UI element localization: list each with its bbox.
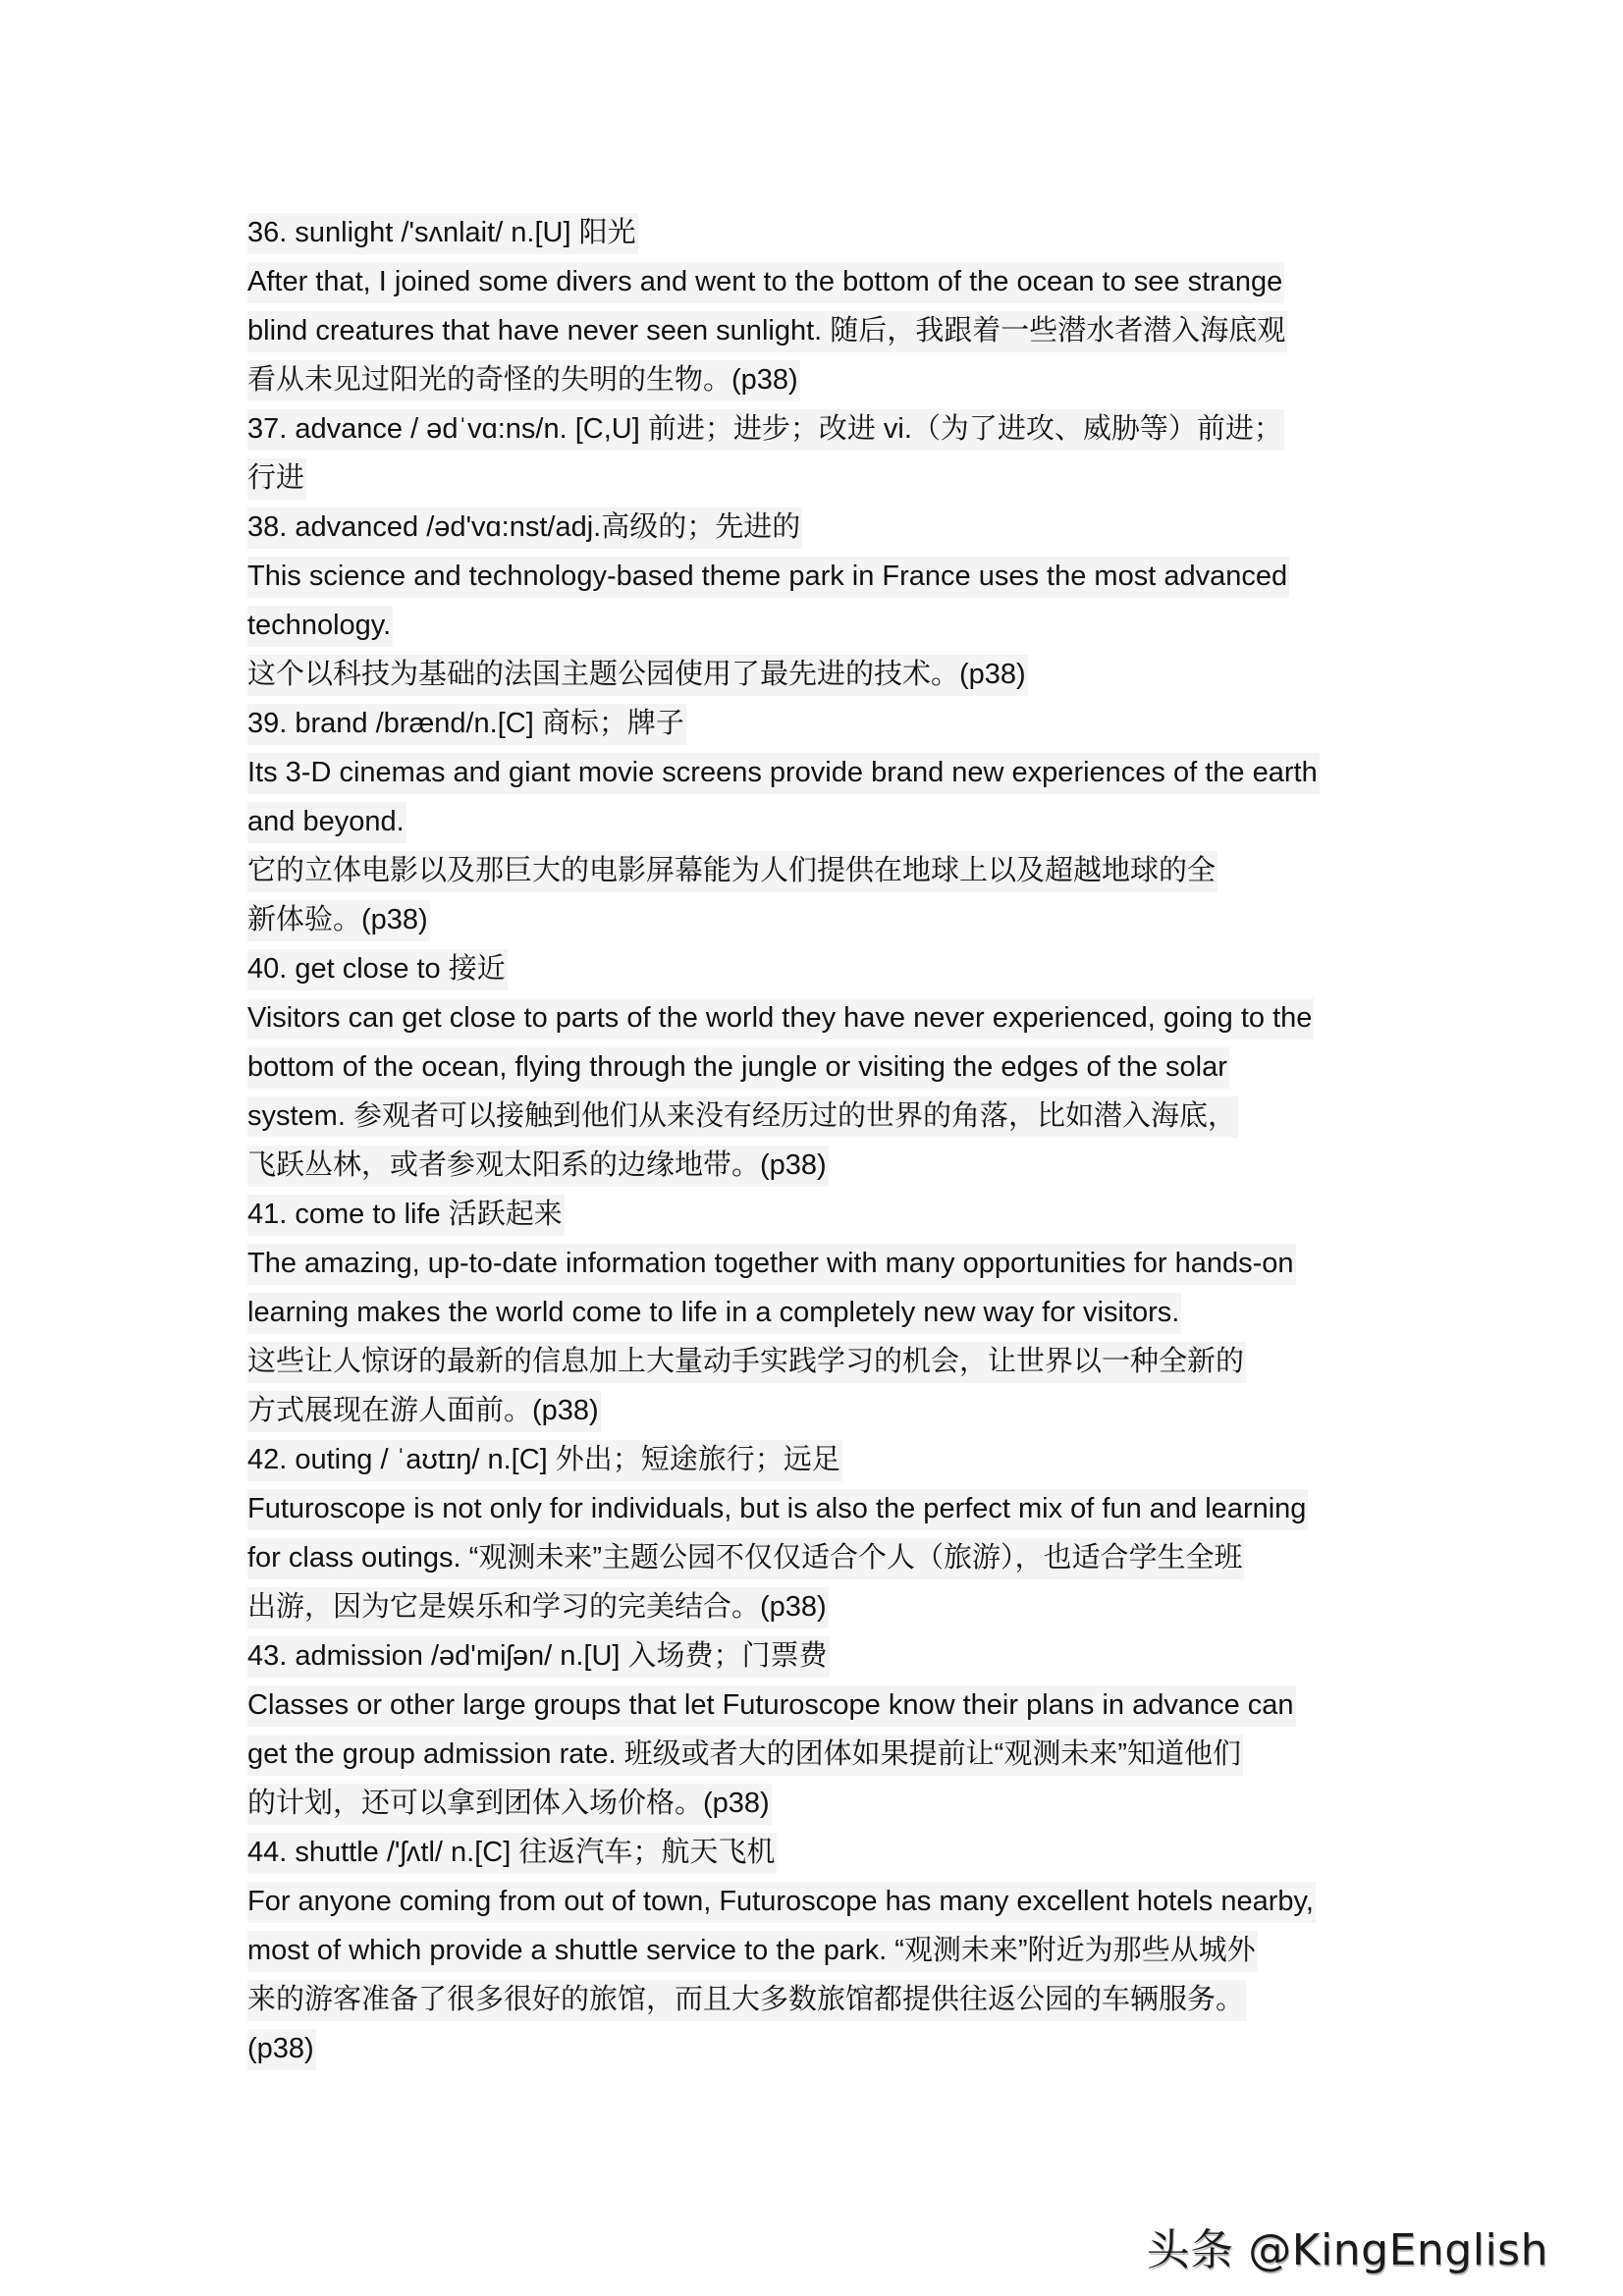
example-line: blind creatures that have never seen sunlight. 随后，我跟着一些潜水者潜入海底观 — [247, 306, 1396, 355]
headword-line: 37. advance / ədˈvɑ:ns/n. [C,U] 前进；进步；改进 vi.（为了进攻、威胁等）前进； — [247, 404, 1396, 454]
translation-line: 这个以科技为基础的法国主题公园使用了最先进的技术。(p38) — [247, 650, 1396, 699]
example-line: Visitors can get close to parts of the world they have never experienced, going to the — [247, 993, 1396, 1042]
headword-line: 38. advanced /əd'vɑ:nst/adj.高级的；先进的 — [247, 503, 1396, 552]
definition-continuation-line: 行进 — [247, 454, 1396, 503]
example-line: For anyone coming from out of town, Futuroscope has many excellent hotels nearby, — [247, 1877, 1396, 1926]
vocab-entry-44 — [247, 1828, 1396, 2073]
example-line: and beyond. — [247, 797, 1396, 846]
page-reference-line: (p38) — [247, 2024, 1396, 2073]
translation-line: 方式展现在游人面前。(p38) — [247, 1386, 1396, 1435]
headword-line: 43. admission /əd'miʃən/ n.[U] 入场费；门票费 — [247, 1631, 1396, 1681]
example-line: Its 3-D cinemas and giant movie screens provide brand new experiences of the earth — [247, 748, 1396, 797]
example-line: After that, I joined some divers and went to the bottom of the ocean to see strange — [247, 257, 1396, 306]
headword-line: 42. outing / ˈaʊtɪŋ/ n.[C] 外出；短途旅行；远足 — [247, 1435, 1396, 1484]
translation-line: 新体验。(p38) — [247, 895, 1396, 944]
translation-line: 这些让人惊讶的最新的信息加上大量动手实践学习的机会，让世界以一种全新的 — [247, 1337, 1396, 1386]
example-line: learning makes the world come to life in a completely new way for visitors. — [247, 1288, 1396, 1337]
example-line: 看从未见过阳光的奇怪的失明的生物。(p38) — [247, 355, 1396, 404]
headword-line: 39. brand /brænd/n.[C] 商标；牌子 — [247, 699, 1396, 748]
vocab-entry-41 — [247, 1190, 1396, 1435]
translation-line: 飞跃丛林，或者参观太阳系的边缘地带。(p38) — [247, 1141, 1396, 1190]
vocab-entry-43 — [247, 1631, 1396, 1828]
example-line: The amazing, up-to-date information together with many opportunities for hands-on — [247, 1239, 1396, 1288]
example-line: This science and technology-based theme park in France uses the most advanced — [247, 552, 1396, 601]
watermark: 头条 @KingEnglish — [1146, 2225, 1548, 2275]
headword-line: 44. shuttle /'ʃʌtl/ n.[C] 往返汽车；航天飞机 — [247, 1828, 1396, 1877]
translation-line: 来的游客准备了很多很好的旅馆，而且大多数旅馆都提供往返公园的车辆服务。 — [247, 1975, 1396, 2024]
vocab-entry-40 — [247, 944, 1396, 1190]
vocab-entry-37 — [247, 404, 1396, 503]
example-line: for class outings. “观测未来”主题公园不仅仅适合个人（旅游），也适合学生全班 — [247, 1533, 1396, 1582]
vocab-entry-36 — [247, 208, 1396, 404]
vocabulary-page — [247, 208, 1396, 2073]
vocab-entry-42 — [247, 1435, 1396, 1631]
example-line: most of which provide a shuttle service to the park. “观测未来”附近为那些从城外 — [247, 1926, 1396, 1975]
example-line: system. 参观者可以接触到他们从来没有经历过的世界的角落，比如潜入海底， — [247, 1092, 1396, 1141]
headword-line: 41. come to life 活跃起来 — [247, 1190, 1396, 1239]
translation-line: 它的立体电影以及那巨大的电影屏幕能为人们提供在地球上以及超越地球的全 — [247, 846, 1396, 895]
example-line: Futuroscope is not only for individuals, but is also the perfect mix of fun and learning — [247, 1484, 1396, 1533]
example-line: technology. — [247, 601, 1396, 650]
translation-line: 的计划，还可以拿到团体入场价格。(p38) — [247, 1779, 1396, 1828]
headword-line: 36. sunlight /'sʌnlait/ n.[U] 阳光 — [247, 208, 1396, 257]
translation-line: 出游，因为它是娱乐和学习的完美结合。(p38) — [247, 1582, 1396, 1631]
vocab-entry-39 — [247, 699, 1396, 944]
vocab-entry-38 — [247, 503, 1396, 699]
example-line: bottom of the ocean, flying through the jungle or visiting the edges of the solar — [247, 1042, 1396, 1092]
headword-line: 40. get close to 接近 — [247, 944, 1396, 993]
example-line: Classes or other large groups that let Futuroscope know their plans in advance can — [247, 1681, 1396, 1730]
example-line: get the group admission rate. 班级或者大的团体如果提前让“观测未来”知道他们 — [247, 1730, 1396, 1779]
